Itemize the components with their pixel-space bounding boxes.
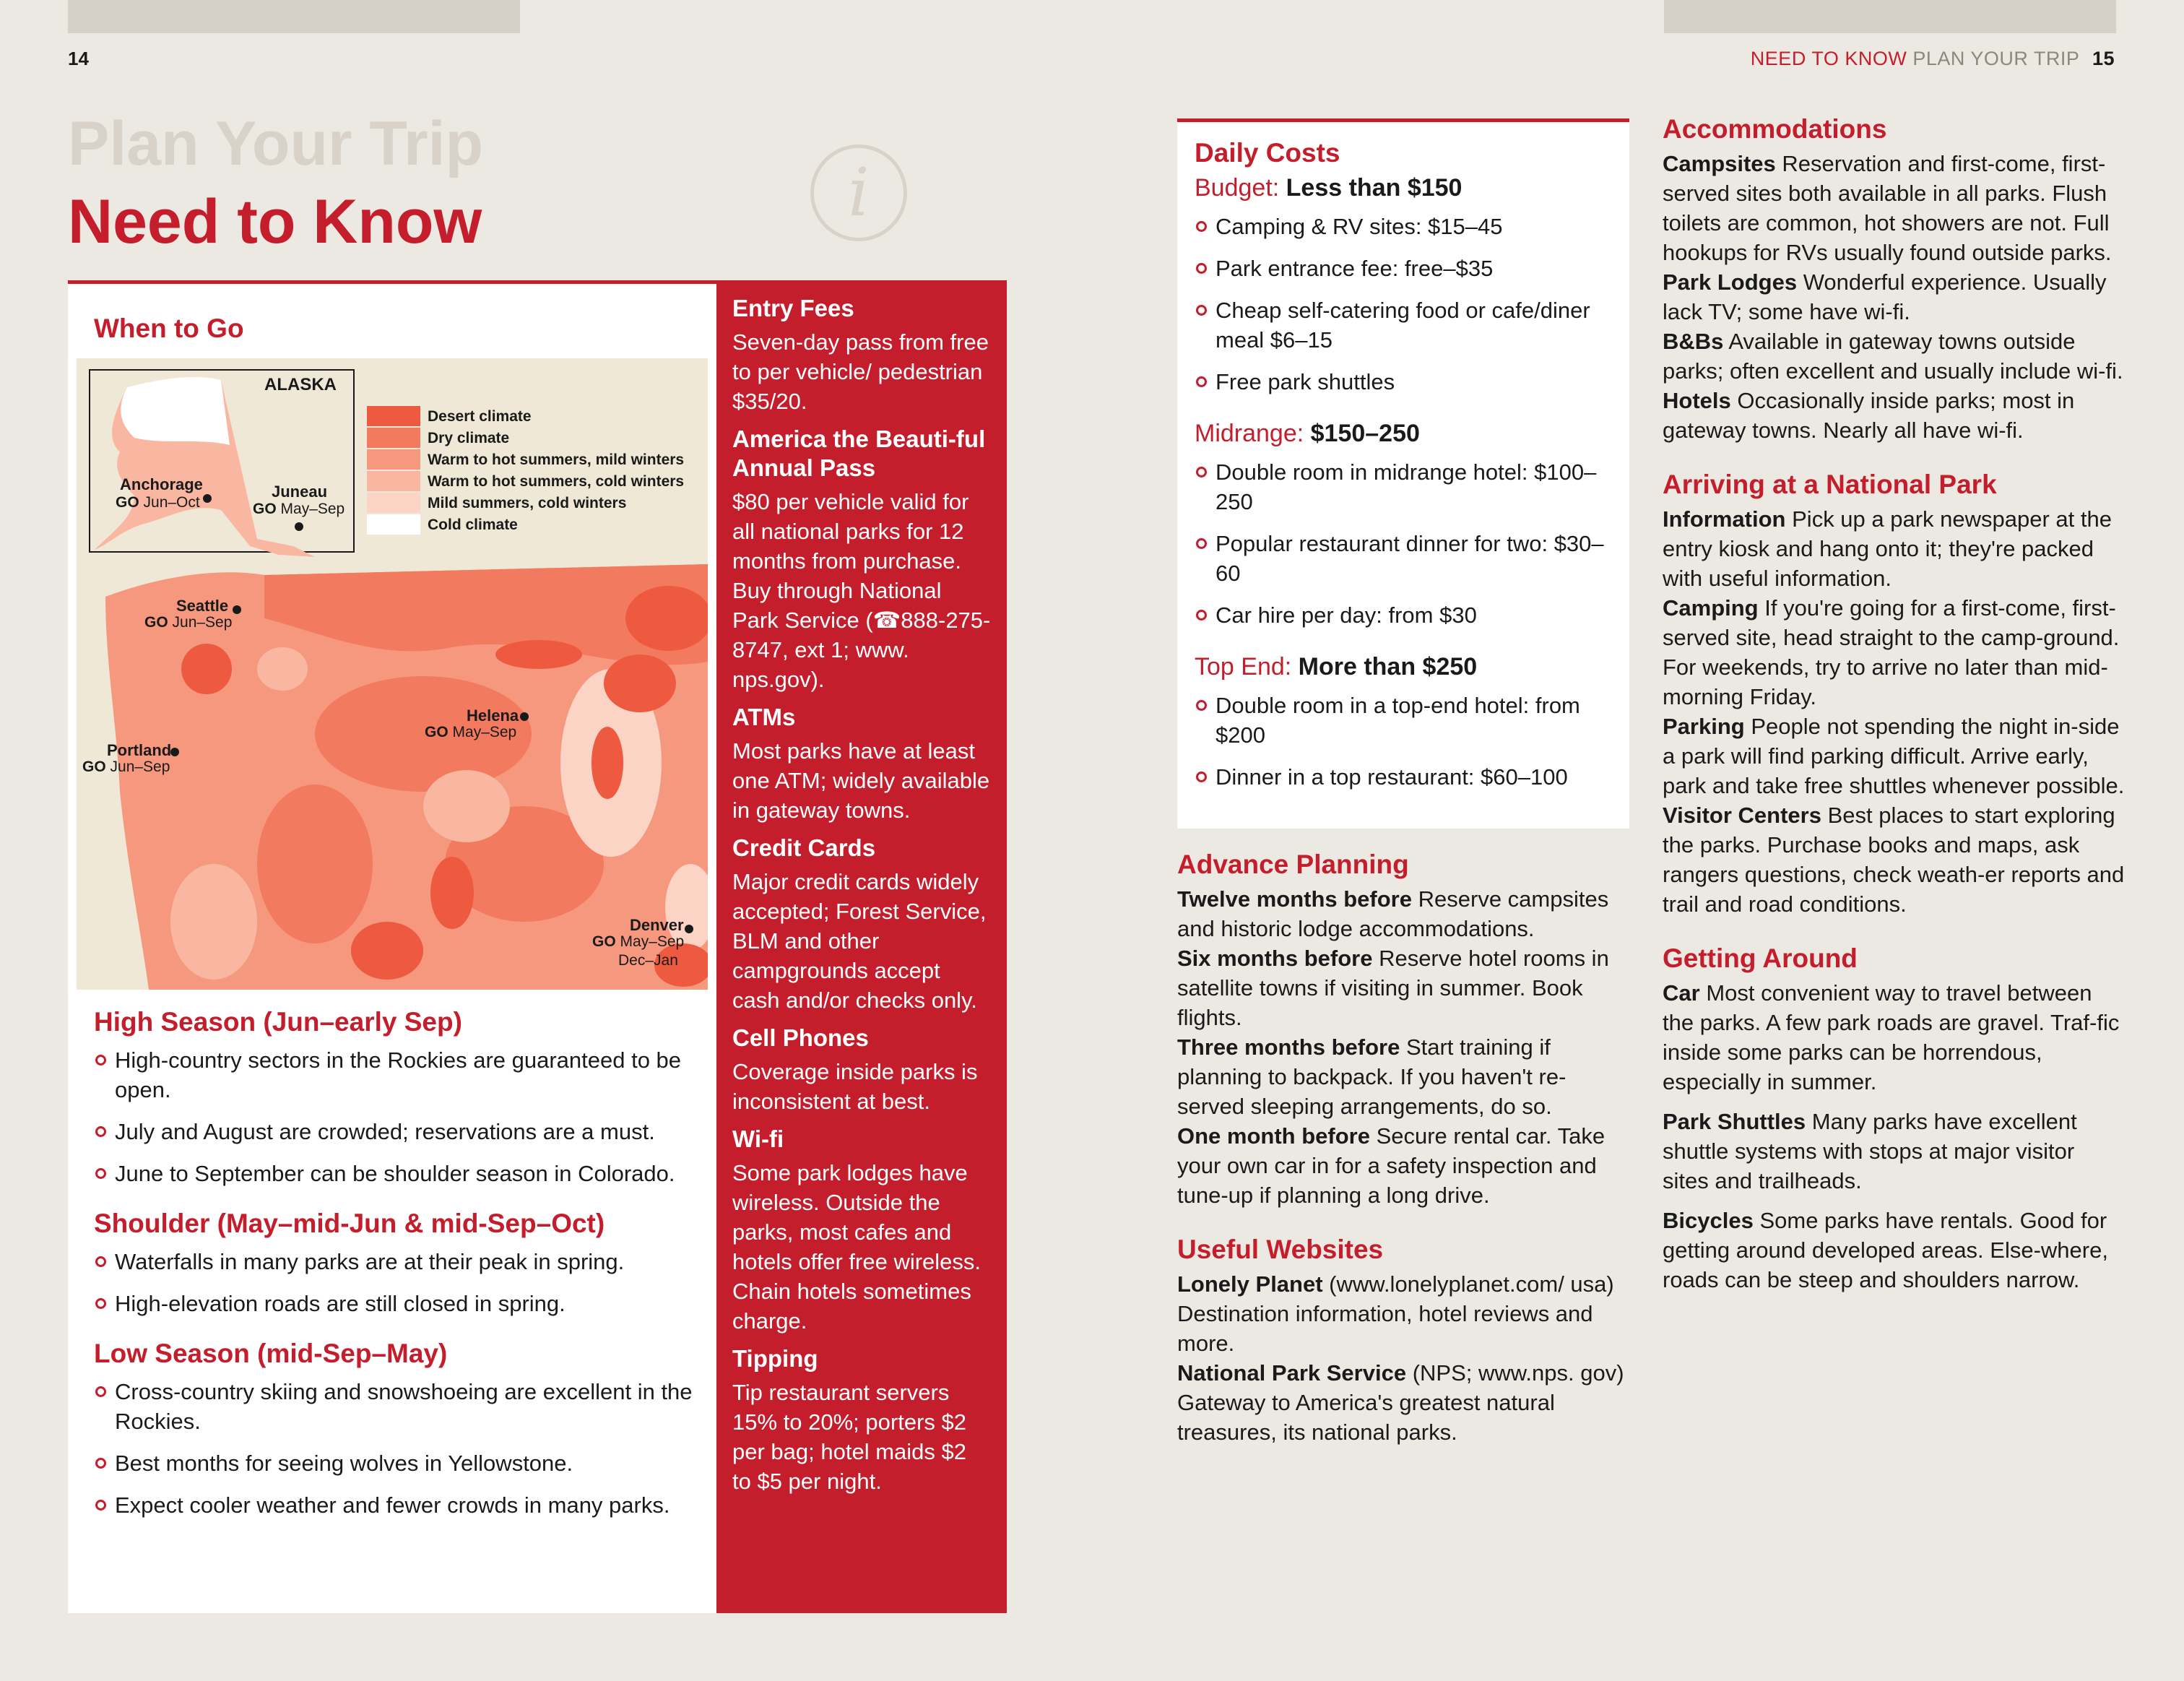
entry-text: (NPS; www.nps. gov) Gateway to America's greatest natural treasures, its national parks. [1177, 1360, 1624, 1445]
cost-item: Popular restaurant dinner for two: $30–60 [1195, 529, 1612, 588]
entry-term: National Park Service [1177, 1360, 1407, 1386]
daily-costs-heading: Daily Costs [1195, 138, 1340, 168]
useful-websites-entry [1177, 1358, 1629, 1447]
inset-label: ALASKA [264, 375, 337, 394]
city-name: Juneau [272, 483, 328, 501]
entry-term: Park Lodges [1663, 269, 1798, 295]
entry-text: Wonderful experience. Usually lack TV; some have wi-fi. [1663, 269, 2107, 324]
entry-text: Start training if planning to backpack. If you haven't re-served sleeping arrangements, do so. [1177, 1034, 1566, 1119]
getting-around-entry [1663, 1107, 2125, 1196]
legend-swatch [367, 449, 420, 470]
cost-tier-value: More than $250 [1298, 653, 1478, 680]
entry-term: Six months before [1177, 946, 1373, 971]
entry-text: Reserve hotel rooms in satellite towns if visiting in summer. Book flights. [1177, 946, 1609, 1030]
accommodations-heading: Accommodations [1663, 114, 1887, 144]
city-go-dates: GO Jun–Sep [144, 614, 233, 631]
advance-planning-entries [1177, 884, 1629, 1210]
practical-info-sidebar [716, 282, 1007, 1613]
city-name: Seattle [176, 597, 229, 615]
cost-list [1195, 691, 1612, 792]
entry-term: Twelve months before [1177, 886, 1412, 912]
sidebar-heading: ATMs [732, 704, 796, 730]
entry-term: One month before [1177, 1123, 1370, 1149]
entry-text: People not spending the night in-side a park will find parking difficult. Arrive early, park and take free shuttles whenever possible. [1663, 714, 2125, 798]
legend-swatch [367, 471, 420, 491]
sidebar-heading: America the Beauti-ful Annual Pass [732, 425, 986, 481]
legend-label: Mild summers, cold winters [428, 495, 627, 511]
entry-text: Occasionally inside parks; most in gateway towns. Nearly all have wi-fi. [1663, 388, 2075, 443]
cost-item: Camping & RV sites: $15–45 [1195, 212, 1612, 241]
useful-websites-entries [1177, 1269, 1629, 1447]
sidebar-text: Some park lodges have wireless. Outside the parks, most cafes and hotels offer free wireless. Chain hotels sometimes charge. [732, 1160, 982, 1334]
sidebar-text: Major credit cards widely accepted; Forest Service, BLM and other campgrounds accept cash and/or checks only. [732, 869, 987, 1013]
cost-tier-name: Budget: [1195, 174, 1286, 202]
getting-around-entries [1663, 978, 2125, 1295]
advance-planning-entry [1177, 884, 1629, 943]
cost-item: Double room in a top-end hotel: from $200 [1195, 691, 1612, 750]
entry-term: Visitor Centers [1663, 803, 1821, 828]
arriving-entries [1663, 504, 2125, 919]
season-list [94, 1247, 701, 1318]
city-dot [520, 712, 529, 721]
legend-label: Warm to hot summers, cold winters [428, 473, 685, 490]
cost-item: Cheap self-catering food or cafe/diner meal $6–15 [1195, 295, 1612, 355]
cost-item: Dinner in a top restaurant: $60–100 [1195, 762, 1612, 792]
sidebar-heading: Cell Phones [732, 1024, 869, 1051]
accommodations-entries [1663, 149, 2125, 445]
entry-text: Available in gateway towns outside parks; often excellent and usually include wi-fi. [1663, 329, 2123, 384]
sidebar-heading: Tipping [732, 1345, 818, 1372]
entry-text: Pick up a park newspaper at the entry kiosk and hang onto it; they're packed with useful information. [1663, 506, 2112, 591]
season-list [94, 1045, 701, 1188]
right-column [1663, 114, 2125, 1295]
cost-tier-label [1195, 420, 1612, 448]
arriving-entry [1663, 800, 2125, 919]
useful-websites-heading: Useful Websites [1177, 1235, 1384, 1264]
legend-label: Dry climate [428, 430, 510, 446]
sidebar-heading: Entry Fees [732, 295, 854, 321]
season-item: Best months for seeing wolves in Yellowstone. [94, 1448, 701, 1478]
sidebar-text: Most parks have at least one ATM; widely available in gateway towns. [732, 738, 990, 823]
season-heading: Shoulder (May–mid-Jun & mid-Sep–Oct) [94, 1209, 605, 1238]
city-name: Denver [630, 916, 684, 934]
when-to-go-heading: When to Go [94, 314, 244, 343]
left-page-tab [68, 0, 520, 33]
city-go-dates: GO Jun–Sep [82, 759, 170, 775]
cost-tier-label [1195, 653, 1612, 681]
city-go-dates: GO May–Sep [253, 501, 345, 517]
climate-map [77, 358, 708, 990]
entry-term: Park Shuttles [1663, 1109, 1806, 1134]
cost-tier-label [1195, 174, 1612, 202]
arriving-entry [1663, 504, 2125, 593]
entry-text: Some parks have rentals. Good for getting around developed areas. Else-where, roads can be steep and shoulders narrow. [1663, 1208, 2108, 1292]
entry-text: Reserve campsites and historic lodge accommodations. [1177, 886, 1609, 941]
city-name: Anchorage [120, 475, 203, 493]
legend-label: Desert climate [428, 408, 532, 425]
season-item: Waterfalls in many parks are at their peak in spring. [94, 1247, 701, 1276]
arriving-heading: Arriving at a National Park [1663, 470, 1997, 499]
entry-term: Parking [1663, 714, 1745, 739]
season-list [94, 1377, 701, 1520]
legend-swatch [367, 493, 420, 513]
entry-text: Best places to start exploring the parks. Purchase books and maps, ask rangers questions, check weath-er reports and trail and road conditions. [1663, 803, 2125, 917]
advance-planning-entry [1177, 943, 1629, 1032]
advance-planning-entry [1177, 1121, 1629, 1210]
planning-column [1177, 850, 1629, 1447]
accommodations-entry [1663, 267, 2125, 327]
entry-term: Car [1663, 980, 1700, 1006]
season-item: Expect cooler weather and fewer crowds in many parks. [94, 1490, 701, 1520]
arriving-entry [1663, 712, 2125, 800]
arriving-entry [1663, 593, 2125, 712]
running-head [1751, 48, 2115, 70]
running-head-section: NEED TO KNOW [1750, 48, 1907, 69]
city-name: Portland [107, 741, 172, 759]
entry-text: Secure rental car. Take your own car in for a safety inspection and tune-up if planning a long drive. [1177, 1123, 1606, 1208]
sidebar-heading: Credit Cards [732, 834, 876, 861]
useful-websites-entry [1177, 1269, 1629, 1358]
cost-tier-name: Midrange: [1195, 420, 1311, 447]
advance-planning-heading: Advance Planning [1177, 850, 1409, 879]
season-item: June to September can be shoulder season in Colorado. [94, 1159, 701, 1188]
sidebar-text: Coverage inside parks is inconsistent at best. [732, 1059, 978, 1114]
city-name: Helena [467, 706, 519, 725]
page-title: Need to Know [68, 187, 482, 256]
city-go-dates: GO May–Sep [592, 933, 685, 950]
legend-swatch [367, 406, 420, 426]
season-item: High-elevation roads are still closed in spring. [94, 1289, 701, 1318]
city-go-dates: GO Jun–Oct [116, 494, 200, 511]
entry-term: Bicycles [1663, 1208, 1754, 1233]
cost-item: Park entrance fee: free–$35 [1195, 254, 1612, 283]
climate-map-svg [77, 358, 708, 990]
chapter-title: Plan Your Trip [68, 109, 484, 178]
getting-around-entry [1663, 978, 2125, 1097]
season-heading: Low Season (mid-Sep–May) [94, 1339, 448, 1368]
cost-list [1195, 457, 1612, 630]
sidebar-text: $80 per vehicle valid for all national parks for 12 months from purchase. Buy through National Park Service (☎888-275-8747, ext 1; www. nps.gov). [732, 489, 991, 692]
entry-text: (www.lonelyplanet.com/ usa) Destination information, hotel reviews and more. [1177, 1271, 1614, 1356]
legend-swatch [367, 514, 420, 535]
cost-item: Car hire per day: from $30 [1195, 600, 1612, 630]
sidebar-text: Seven-day pass from free to per vehicle/ pedestrian $35/20. [732, 329, 989, 414]
accommodations-entry [1663, 327, 2125, 386]
cost-item: Double room in midrange hotel: $100–250 [1195, 457, 1612, 517]
entry-term: Three months before [1177, 1034, 1400, 1060]
left-page-number: 14 [68, 48, 89, 69]
entry-text: If you're going for a first-come, first-served site, head straight to the camp-ground. For weekends, try to arrive no later than mid-morning Friday. [1663, 595, 2120, 709]
cost-item: Free park shuttles [1195, 367, 1612, 397]
cost-tier-value: Less than $150 [1286, 174, 1462, 202]
sidebar-text: Tip restaurant servers 15% to 20%; porters $2 per bag; hotel maids $2 to $5 per night. [732, 1380, 966, 1494]
city-dot [170, 748, 179, 756]
getting-around-entry [1663, 1206, 2125, 1295]
entry-text: Many parks have excellent shuttle systems with stops at major visitor sites and trailheads. [1663, 1109, 2077, 1193]
season-item: High-country sectors in the Rockies are guaranteed to be open. [94, 1045, 701, 1105]
cost-tier-name: Top End: [1195, 653, 1299, 680]
city-dot [295, 522, 303, 531]
city-dot [203, 494, 212, 503]
map-legend [367, 406, 684, 535]
right-page-number: 15 [2092, 48, 2115, 69]
advance-planning-entry [1177, 1032, 1629, 1121]
entry-term: Camping [1663, 595, 1759, 621]
cost-tier-value: $150–250 [1310, 420, 1420, 447]
sidebar-heading: Wi-fi [732, 1125, 784, 1152]
getting-around-heading: Getting Around [1663, 943, 1858, 973]
cost-list [1195, 212, 1612, 397]
entry-term: B&Bs [1663, 329, 1724, 354]
entry-text: Reservation and first-come, first-served sites both available in all parks. Flush toilets are common, hot showers are not. Full hookups for RVs usually found outside parks. [1663, 151, 2112, 265]
running-head-chapter: PLAN YOUR TRIP [1912, 48, 2079, 69]
city-dot [685, 925, 693, 933]
entry-term: Lonely Planet [1177, 1271, 1323, 1297]
info-icon: i [810, 144, 907, 241]
legend-swatch [367, 428, 420, 448]
season-item: July and August are crowded; reservations are a must. [94, 1117, 701, 1146]
city-extra-dates: Dec–Jan [618, 952, 678, 969]
season-heading: High Season (Jun–early Sep) [94, 1007, 462, 1037]
entry-term: Campsites [1663, 151, 1776, 176]
right-page-tab [1664, 0, 2116, 33]
accommodations-entry [1663, 386, 2125, 445]
daily-costs-panel [1177, 122, 1629, 829]
entry-text: Most convenient way to travel between the parks. A few park roads are gravel. Traf-fic inside some parks can be horrendous, especially in summer. [1663, 980, 2120, 1094]
accommodations-entry [1663, 149, 2125, 267]
legend-label: Cold climate [428, 517, 518, 533]
city-dot [233, 605, 241, 614]
city-go-dates: GO May–Sep [425, 724, 517, 740]
seasons-section [94, 1007, 701, 1520]
entry-term: Information [1663, 506, 1786, 532]
legend-label: Warm to hot summers, mild winters [428, 451, 685, 468]
season-item: Cross-country skiing and snowshoeing are excellent in the Rockies. [94, 1377, 701, 1436]
entry-term: Hotels [1663, 388, 1731, 413]
